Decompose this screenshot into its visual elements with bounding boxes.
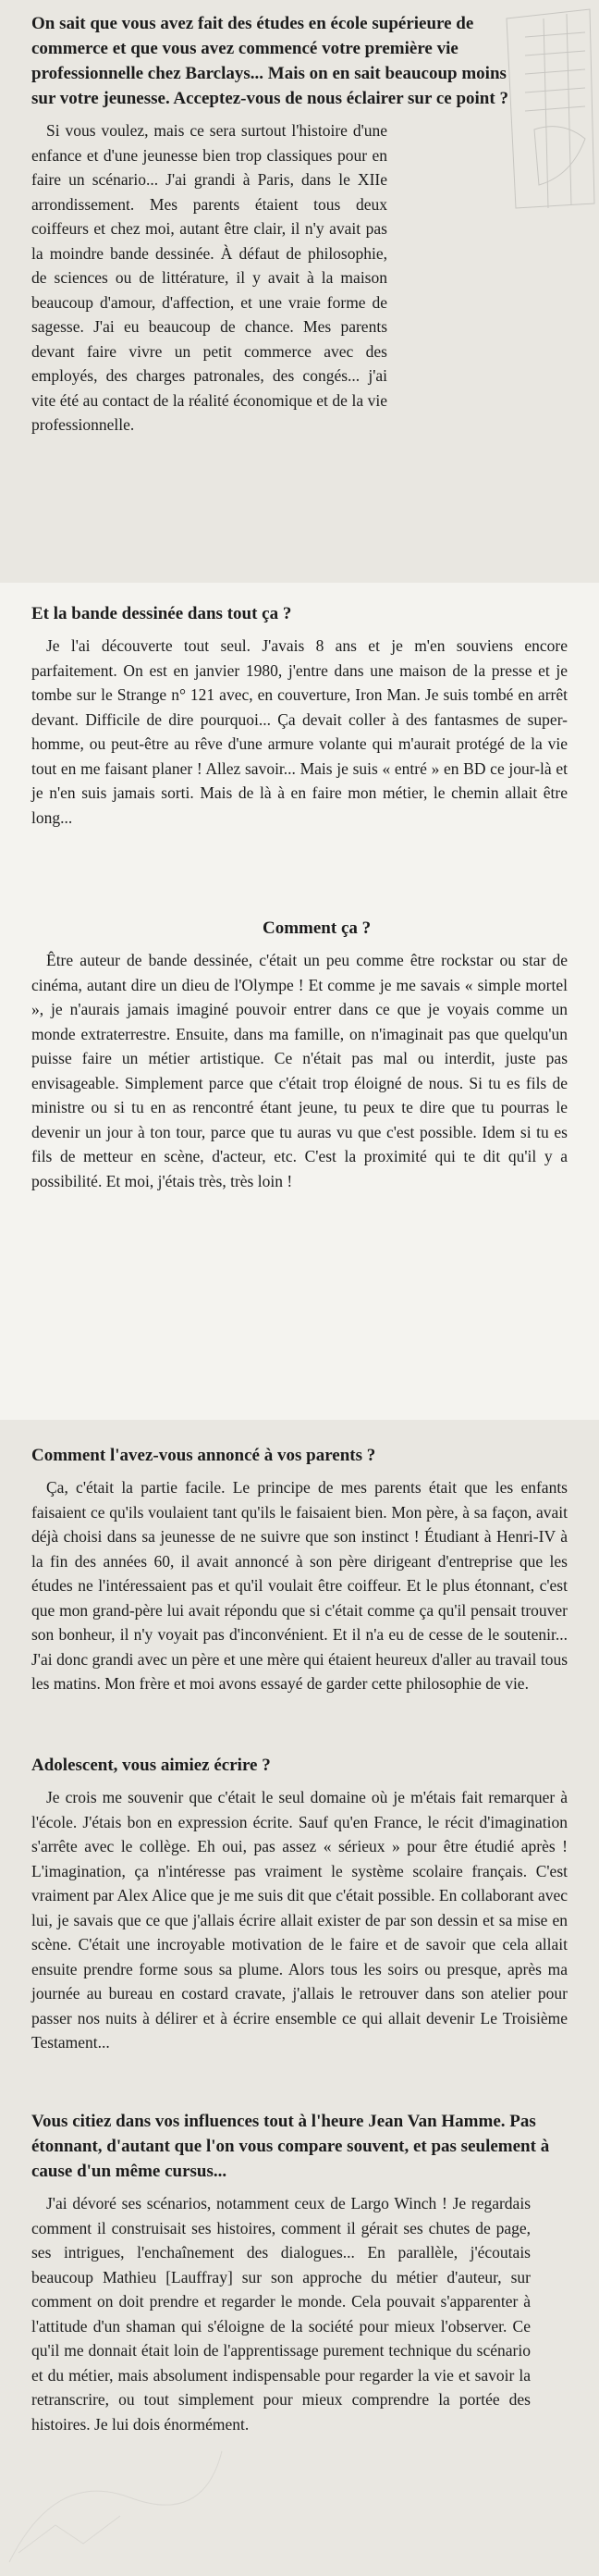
decorative-sketch-illustration [497, 0, 599, 213]
answer-3: Être auteur de bande dessinée, c'était un peu comme être rockstar ou star de cinéma, autant dire un dieu de l'Olympe ! Et comme je me savais « simple mortel », je n'aurais jamais imaginé pouvoir entrer dans ce que je voyais comme un monde extraterrestre. Ensuite, dans ma famille, on n'imaginait pas que quelqu'un puisse faire un métier artistique. Ce n'était pas mal ou interdit, juste pas envisageable. Simplement parce que c'était trop éloigné de nous. Si tu es fils de ministre ou si tu en as rencontré étant jeune, tu peux te dire que tu pourras le devenir un jour à ton tour, parce que tu auras vu que c'est possible. Idem si tu es fils de metteur en scène, d'acteur, etc. C'est la proximité qui te dit qu'il y a possibilité. Et moi, j'étais très, très loin ! [31, 951, 568, 1190]
section-2 [31, 601, 568, 830]
section-6 [31, 2109, 568, 2436]
answer-4: Ça, c'était la partie facile. Le principe de mes parents était que les enfants faisaient ce qu'ils voulaient tant qu'ils le faisaient bien. Mon père, à sa façon, avait déjà choisi dans sa jeunesse de ne suivre que son instinct ! Étudiant à Henri-IV à la fin des années 60, il avait annoncé à son père dirigeant d'entreprise que les études ne l'intéressaient pas et qu'il voulait être coiffeur. Et le plus étonnant, c'est que mon grand-père lui avait répondu que si c'était comme ça qu'il pensait trouver son bonheur, il n'y voyait pas d'inconvénient. Et il n'a eu de cesse de le soutenir... J'ai donc grandi avec un père et une mère qui étaient heureux d'aller au travail tous les matins. Mon frère et moi avons essayé de garder cette philosophie de vie. [31, 1478, 568, 1693]
section-3 [31, 916, 568, 1193]
section-5 [31, 1753, 568, 2055]
question-1: On sait que vous avez fait des études en école supérieure de commerce et que vous avez commencé votre première vie professionnelle chez Barclays... Mais on en sait beaucoup moins sur votre jeunesse. Acceptez-vous de nous éclairer sur ce point ? [31, 14, 508, 108]
answer-2: Je l'ai découverte tout seul. J'avais 8 ans et je m'en souviens encore parfaitement. On est en janvier 1980, j'entre dans une maison de la presse et je tombe sur le Strange n° 121 avec, en couverture, Iron Man. Je suis tombé en arrêt devant. Difficile de dire pourquoi... Ça devait coller à des fantasmes de super-homme, ou peut-être au rêve d'une armure volante qui m'aurait protégé de la vie tout en me faisant planer ! Allez savoir... Mais je suis « entré » en BD ce jour-là et je n'en suis jamais sorti. Mais de là à en faire mon métier, le chemin allait être long... [31, 636, 568, 827]
question-5: Adolescent, vous aimiez écrire ? [31, 1756, 271, 1775]
question-4: Comment l'avez-vous annoncé à vos parents ? [31, 1446, 376, 1465]
question-3: Comment ça ? [263, 918, 372, 938]
question-6: Vous citiez dans vos influences tout à l'heure Jean Van Hamme. Pas étonnant, d'autant que l'on vous compare souvent, et pas seulement à cause d'un même cursus... [31, 2112, 550, 2181]
section-4 [31, 1443, 568, 1696]
question-2: Et la bande dessinée dans tout ça ? [31, 604, 292, 623]
section-1 [31, 11, 512, 438]
answer-5: Je crois me souvenir que c'était le seul domaine où je m'étais fait remarquer à l'école. J'étais bon en expression écrite. Sauf qu'en France, le récit d'imagination s'arrête avec le collège. Eh oui, pas assez « sérieux » pour être étudié après ! L'imagination, ça n'intéresse pas vraiment le système scolaire français. C'est vraiment par Alex Alice que je me suis dit que c'était possible. En collaborant avec lui, je savais que ce que j'allais écrire allait exister de par son dessin et sa mise en scène. C'était une incroyable motivation de le faire et de savoir que cela allait ensuite prendre forme sous sa plume. Alors tous les soirs ou presque, après ma journée au bureau en costard cravate, j'allais le retrouver dans son atelier pour passer nos nuits à délirer et à écrire ensemble ce qui allait devenir Le Troisième Testament... [31, 1788, 568, 2052]
decorative-sketch-lower [0, 2414, 231, 2571]
answer-6: J'ai dévoré ses scénarios, notamment ceux de Largo Winch ! Je regardais comment il construisait ses histoires, comment il gérait ses chutes de page, ses intrigues, l'enchaînement des dialogues... En parallèle, j'écoutais beaucoup Mathieu [Lauffray] sur son approche du métier d'auteur, sur comment on doit prendre et regarder le monde. Cela pouvait s'apparenter à l'attitude d'un shaman qui s'éloigne de la société pour mieux l'observer. Ce qu'il me donnait était loin de l'apprentissage purement technique du scénario et du métier, mais absolument indispensable pour regarder la vie et savoir la retranscrire, ou tout simplement pour mieux comprendre la portée des histoires. Je lui dois énormément. [31, 2194, 531, 2434]
answer-1: Si vous voulez, mais ce sera surtout l'histoire d'une enfance et d'une jeunesse bien trop classiques pour en faire un scénario... J'ai grandi à Paris, dans le XIIe arrondissement. Mes parents étaient tous deux coiffeurs et chez moi, autant être clair, il n'y avait pas la moindre bande dessinée. À défaut de philosophie, de sciences ou de littérature, il y avait à la maison beaucoup d'amour, d'affection, et une vraie forme de sagesse. J'ai eu beaucoup de chance. Mes parents devant faire vivre un petit commerce avec des employés, des charges patronales, des congés... j'ai vite été au contact de la réalité économique et de la vie professionnelle. [31, 121, 387, 434]
